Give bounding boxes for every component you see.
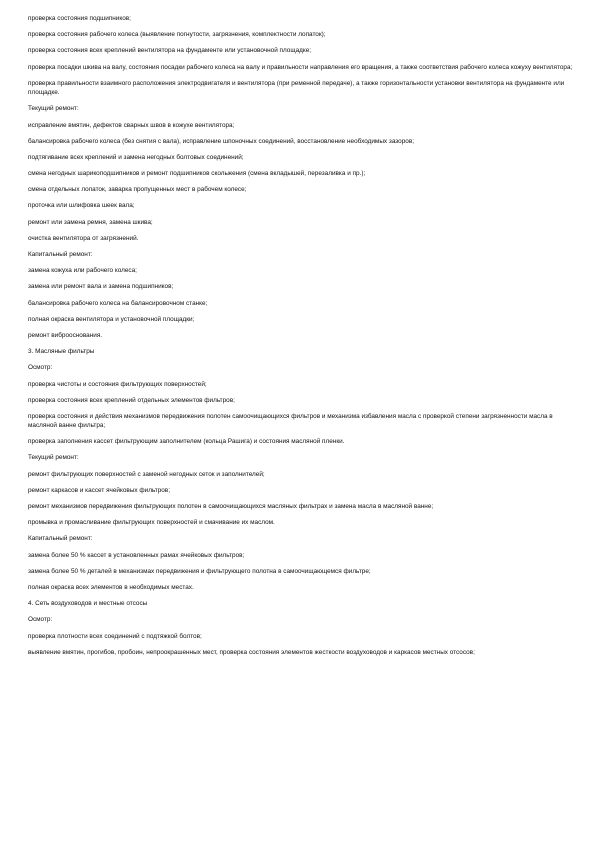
text-line: ремонт фильтрующих поверхностей с заменой негодных сеток и заполнителей; [28,470,265,478]
text-line: проверка состояния подшипников; [28,15,131,22]
section-heading: Осмотр: [28,616,53,624]
text-line: ремонт механизмов передвижения фильтрующих полотен в самоочищающихся масляных фильтрах и замена масла в масляной ванне; [28,503,434,511]
text-line: проверка плотности всех соединений с подтяжкой болтов; [28,632,202,640]
text-line: замена более 50 % деталей в механизмах передвижения и фильтрующего полотна в самоочищающемся фильтре; [28,567,371,575]
text-line: замена или ремонт вала и замена подшипников; [28,283,174,291]
text-line: полная окраска вентилятора и установочной площадки; [28,315,195,323]
text-line: ремонт или замена ремня, замена шкива; [28,218,153,226]
text-line: смена отдельных лопаток, заварка пропущенных мест в рабочем колесе; [28,186,247,194]
text-line: полная окраска всех элементов в необходимых местах. [28,583,194,591]
text-line: проверка состояния всех креплений вентилятора на фундаменте или установочной площадке; [28,47,312,55]
text-line: промывка и промасливание фильтрующих поверхностей и смачивание их маслом. [28,519,275,527]
text-line: очистка вентилятора от загрязнений. [28,234,139,242]
text-line: ремонт виброоснования. [28,331,103,339]
text-paragraph: проверка посадки шкива на валу, состояния посадки рабочего колеса на валу и правильности направления его вращения, а также соответствия рабочего колеса кожуху вентилятора; [28,63,573,71]
text-line: ремонт каркасов и кассет ячейковых фильтров; [28,486,170,494]
text-line: проверка заполнения кассет фильтрующим заполнителем (кольца Рашига) и состояния масляной пленки. [28,438,345,446]
document-page [28,14,573,664]
text-line: замена более 50 % кассет в установленных рамах ячейковых фильтров; [28,551,245,559]
text-line: балансировка рабочего колеса на балансировочном станке; [28,299,208,307]
section-heading: Капитальный ремонт: [28,251,93,259]
text-paragraph: проверка правильности взаимного расположения электродвигателя и вентилятора (при ременной передаче), а также горизонтальности установки вентилятора на фундаменте или площадке. [28,79,565,96]
text-line: проверка чистоты и состояния фильтрующих поверхностей; [28,380,207,388]
section-heading: Текущий ремонт: [28,454,79,462]
section-heading: Капитальный ремонт: [28,535,93,543]
section-heading: Осмотр: [28,364,53,372]
text-line: проточка или шлифовка шеек вала; [28,202,135,210]
text-line: замена кожуха или рабочего колеса; [28,267,137,275]
text-paragraph: проверка состояния и действия механизмов передвижения полотен самоочищающихся фильтров и механизма избавления масла с проверкой степени загрязненности масла в масляной ванне фильтра; [28,412,553,429]
text-paragraph: выявление вмятин, прогибов, пробоин, непроокрашенных мест, проверка состояния элементов жесткости воздуховодов и каркасов местных отсосов; [28,648,475,656]
section-title: 3. Масляные фильтры [28,348,95,356]
text-line: смена негодных шарикоподшипников и ремонт подшипников скольжения (смена вкладышей, перезаливка и пр.); [28,170,366,178]
text-line: исправление вмятин, дефектов сварных швов в кожухе вентилятора; [28,121,235,129]
text-line: балансировка рабочего колеса (без снятия с вала), исправление шпоночных соединений, восстановление необходимых зазоров; [28,137,414,145]
text-line: проверка состояния всех креплений отдельных элементов фильтров; [28,396,235,404]
section-heading: Текущий ремонт: [28,105,79,113]
text-line: подтягивание всех креплений и замена негодных болтовых соединений; [28,153,244,161]
section-title: 4. Сеть воздуховодов и местные отсосы [28,600,148,608]
text-line: проверка состояния рабочего колеса (выявление погнутости, загрязнения, комплектности лопаток); [28,31,326,39]
